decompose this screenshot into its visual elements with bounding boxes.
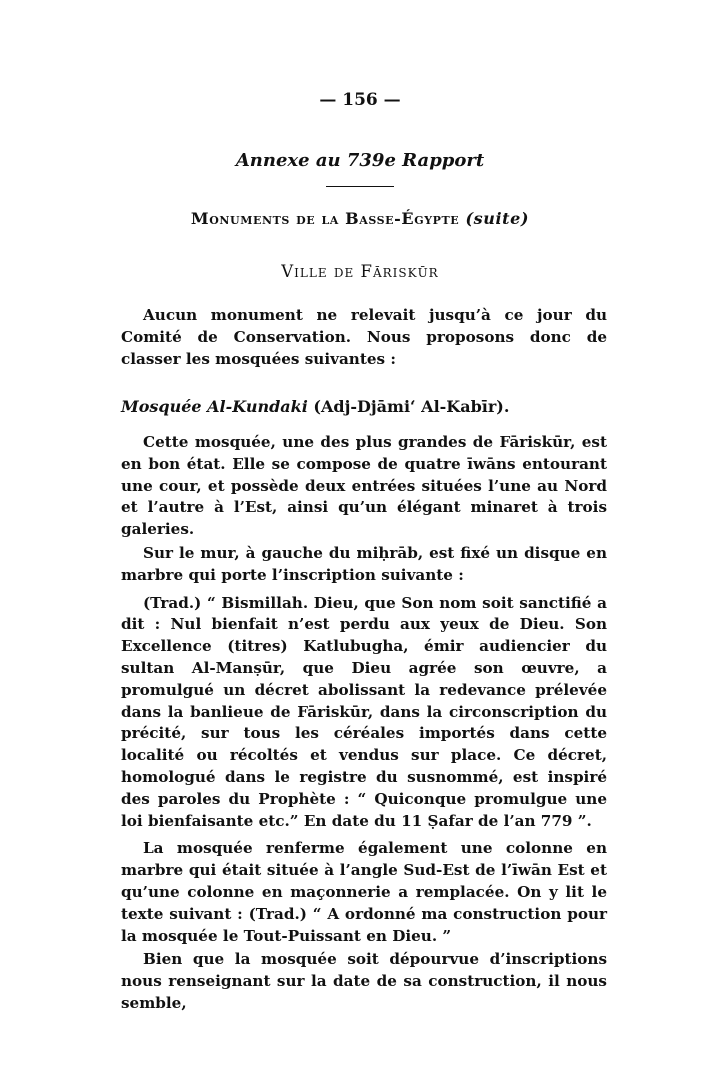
paragraph-inscription: (Trad.) “ Bismillah. Dieu, que Son nom soit sanctifié a dit : Nul bienfait n’est perdu aux yeux de Dieu. Son Excellence (titres) Katlubugha, émir audiencier du sultan Al-Manṣūr, que Dieu agrée son œuvre, a promulgué un décret abolissant la redevance prélevée dans la banlieue de Fāriskūr, dans la circonscription du précité, sur tous les céréales importés dans cette localité ou récoltés et vendus sur place. Ce décret, homologué dans le registre du susnommé, est inspiré des paroles du Prophète : “ Quiconque promulgue une loi bienfaisante etc.” En date du 11 Ṣafar de l’an 779 ”. [121, 593, 607, 830]
mosque-heading [121, 397, 607, 416]
mosque-description [121, 432, 607, 1015]
annex-heading: Annexe au 739e Rapport [235, 150, 485, 171]
section-title-main: Monuments de la Basse-Égypte [190, 209, 460, 228]
page-number: — 156 — [319, 90, 401, 110]
paragraph-column: La mosquée renferme également une colonne en marbre qui était située à l’angle Sud-Est de l’īwān Est et qu’une colonne en maçonnerie a remplacée. On y lit le texte suivant : (Trad.) “ A ordonné ma construction pour la mosquée le Tout-Puissant en Dieu. ” [121, 839, 607, 945]
divider-rule [326, 186, 394, 187]
intro-block [121, 305, 607, 370]
section-title [0, 209, 720, 228]
section-title-suffix: (suite) [465, 209, 530, 228]
paragraph-dating: Bien que la mosquée soit dépourvue d’inscriptions nous renseignant sur la date de sa construction, il nous semble, [121, 950, 607, 1012]
paragraph-disk: Sur le mur, à gauche du miḥrāb, est fixé un disque en marbre qui porte l’inscription suivante : [121, 543, 607, 584]
mosque-arabic-name: (Adj-Djāmi‘ Al-Kabīr). [313, 397, 510, 416]
intro-paragraph: Aucun monument ne relevait jusqu’à ce jour du Comité de Conservation. Nous proposons donc de classer les mosquées suivantes : [121, 306, 607, 368]
mosque-name: Mosquée Al-Kundaki [121, 397, 308, 416]
paragraph-description: Cette mosquée, une des plus grandes de Fāriskūr, est en bon état. Elle se compose de quatre īwāns entourant une cour, et possède deux entrées situées l’une au Nord et l’autre à l’Est, ainsi qu’un élégant minaret à trois galeries. [121, 433, 607, 539]
city-title: Ville de Fāriskūr [281, 262, 439, 281]
